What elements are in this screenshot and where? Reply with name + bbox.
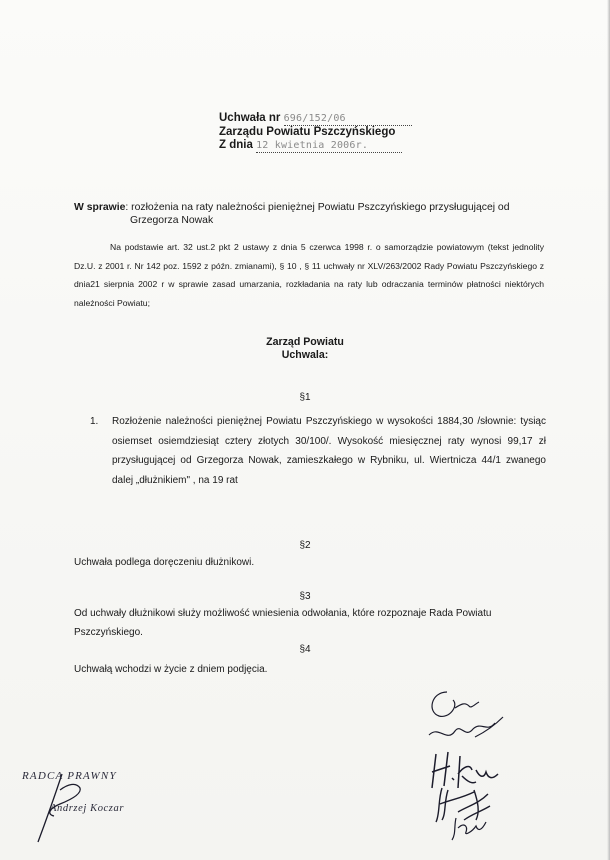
legal-basis: Na podstawie art. 32 ust.2 pkt 2 ustawy z dnia 5 czerwca 1998 r. o samorządzie powiatowym (tekst jednolity Dz.U. z 2001 r. Nr 142 poz. 1592 z późn. zmianami), § 10 , § 11 uchwały nr XLV/263/2002 Rady Powiatu Pszczyńskiego z dnia21 sierpnia 2002 r w sprawie zasad umarzania, rozkładania na raty lub odraczania terminów płatności niektórych należności Powiatu; bbox=[74, 242, 544, 308]
board-line: Zarządu Powiatu Pszczyńskiego bbox=[219, 126, 396, 138]
subject-text-line2: Grzegorza Nowak bbox=[130, 215, 214, 226]
subject-label: W sprawie bbox=[74, 202, 126, 213]
resolution-date: 12 kwietnia 2006r. bbox=[256, 139, 402, 153]
subject-text-line1: : rozłożenia na raty należności pieniężnej Powiatu Pszczyńskiego przysługującej od bbox=[125, 202, 510, 213]
section-4-text: Uchwałą wchodzi w życie z dniem podjęcia. bbox=[74, 664, 268, 675]
resolution-number: 696/152/06 bbox=[284, 112, 412, 126]
section-3-mark: §3 bbox=[299, 591, 311, 602]
subject-matter bbox=[74, 201, 544, 227]
legal-counsel-signature bbox=[20, 770, 110, 850]
section-2-text: Uchwała podlega doręczeniu dłużnikowi. bbox=[74, 557, 255, 568]
section-1-mark: §1 bbox=[299, 392, 311, 403]
item-text: Rozłożenie należności pieniężnej Powiatu Pszczyńskiego w wysokości 1884,30 /słownie: tysiąc osiemset osiemdziesiąt cztery złotych 30/100/. Wysokość miesięcznej raty wynosi 99,17 zł przysługującej od Grzegorza Nowak, zamieszkałego w Rybniku, ul. Wiertnicza 44/1 zwanego dalej „dłużnikiem" , na 19 rat bbox=[112, 416, 546, 486]
signature-member-3 bbox=[446, 808, 506, 842]
date-line bbox=[219, 139, 412, 153]
section-4-mark: §4 bbox=[299, 644, 311, 655]
signature-approval-2 bbox=[425, 713, 515, 749]
resolution-number-line bbox=[219, 112, 412, 126]
board-resolves bbox=[0, 336, 610, 361]
item-number: 1. bbox=[90, 416, 99, 427]
board-title: Zarząd Powiatu bbox=[266, 336, 344, 348]
resolution-header bbox=[219, 112, 412, 153]
resolution-label: Uchwała nr bbox=[219, 112, 281, 124]
section-2-mark: §2 bbox=[299, 540, 311, 551]
legal-counsel-name: Andrzej Koczar bbox=[50, 803, 125, 814]
section-3-text: Od uchwały dłużnikowi służy możliwość wniesienia odwołania, które rozpoznaje Rada Powiatu Pszczyńskiego. bbox=[74, 608, 492, 638]
date-label: Z dnia bbox=[219, 139, 253, 151]
section-1-item bbox=[90, 412, 546, 490]
legal-counsel-stamp: RADCA PRAWNY bbox=[22, 770, 117, 782]
board-resolves-label: Uchwala: bbox=[281, 348, 329, 361]
